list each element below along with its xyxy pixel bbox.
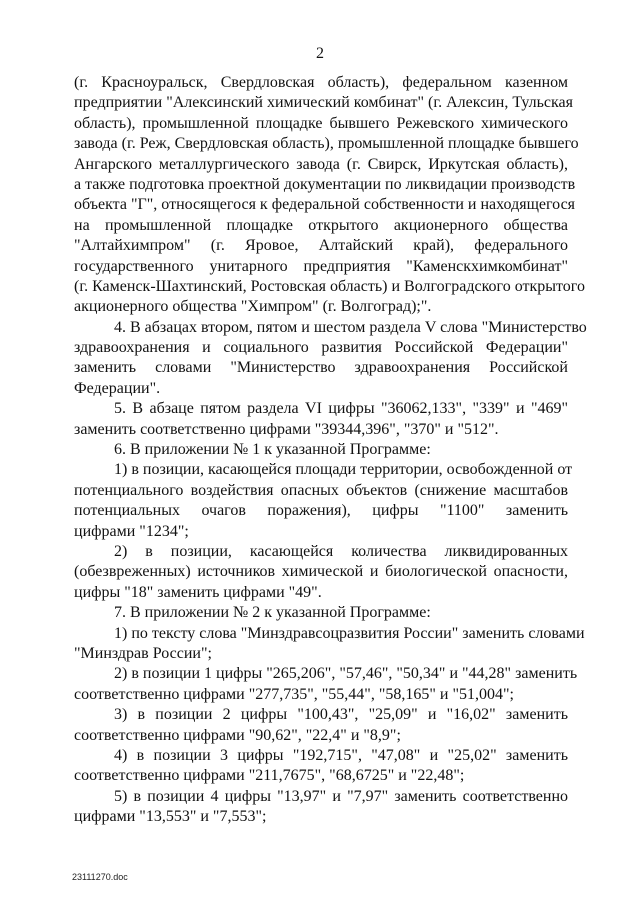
text-line: 5) в позиции 4 цифры "13,97" и "7,97" заменить соответственно [114, 787, 568, 805]
text-line: заменить соответственно цифрами "39344,396", "370" и "512". [74, 420, 499, 438]
text-line: 4. В абзацах втором, пятом и шестом раздела V слова "Министерство [114, 318, 587, 336]
text-line: (г. Каменск-Шахтинский, Ростовская область) и Волгоградского открытого [74, 277, 585, 295]
text-line: 6. В приложении № 1 к указанной Программе: [114, 441, 431, 459]
text-line: 5. В абзаце пятом раздела VI цифры "36062,133", "339" и "469" [114, 400, 568, 418]
text-line: заменить словами "Министерство здравоохранения Российской [74, 359, 568, 377]
text-line: (г. Красноуральск, Свердловская область), федеральном казенном [74, 74, 568, 91]
text-line: Ангарского металлургического завода (г. Свирск, Иркутская область), [74, 155, 568, 173]
text-line: завода (г. Реж, Свердловская область), промышленной площадке бывшего [74, 135, 579, 153]
text-line: соответственно цифрами "277,735", "55,44", "58,165" и "51,004"; [74, 685, 514, 703]
text-line: потенциального воздействия опасных объектов (снижение масштабов [74, 481, 568, 499]
footer-file-reference: 23111270.doc [72, 872, 128, 882]
text-line: здравоохранения и социального развития Российской Федерации" [74, 339, 568, 357]
text-line: (обезвреженных) источников химической и биологической опасности, [74, 563, 568, 581]
text-line: 4) в позиции 3 цифры "192,715", "47,08" и "25,02" заменить [114, 746, 568, 764]
text-line: цифрами "13,553" и "7,553"; [74, 808, 267, 826]
text-line: потенциальных очагов поражения), цифры "1100" заменить [74, 502, 568, 520]
text-line: на промышленной площадке открытого акционерного общества [74, 216, 568, 234]
text-line: 7. В приложении № 2 к указанной Программе: [114, 604, 431, 622]
document-body [74, 73, 587, 827]
text-line: 3) в позиции 2 цифры "100,43", "25,09" и "16,02" заменить [114, 706, 568, 724]
page-number: 2 [316, 45, 324, 62]
text-line: акционерного общества "Химпром" (г. Волгоград);". [74, 298, 432, 316]
text-line: объекта "Г", относящегося к федеральной собственности и находящегося [74, 196, 576, 214]
text-line: 2) в позиции 1 цифры "265,206", "57,46", "50,34" и "44,28" заменить [114, 665, 578, 683]
text-line: соответственно цифрами "90,62", "22,4" и "8,9"; [74, 726, 401, 744]
text-line: 2) в позиции, касающейся количества ликвидированных [114, 542, 568, 560]
text-line: Федерации". [74, 379, 161, 397]
text-line: цифрами "1234"; [74, 522, 189, 540]
text-line: предприятии "Алексинский химический комбинат" (г. Алексин, Тульская [74, 94, 573, 112]
text-line: "Алтайхимпром" (г. Яровое, Алтайский край), федерального [74, 237, 568, 255]
text-line: цифры "18" заменить цифрами "49". [74, 583, 322, 601]
text-line: 1) в позиции, касающейся площади территории, освобожденной от [114, 461, 573, 479]
text-line: государственного унитарного предприятия "Каменскхимкомбинат" [74, 257, 568, 275]
text-line: а также подготовка проектной документации по ликвидации производств [74, 175, 576, 193]
text-line: "Минздрав России"; [74, 644, 212, 662]
text-line: 1) по тексту слова "Минздравсоцразвития России" заменить словами [114, 624, 585, 642]
text-line: соответственно цифрами "211,7675", "68,6725" и "22,48"; [74, 767, 465, 785]
text-line: область), промышленной площадке бывшего Режевского химического [74, 114, 568, 132]
